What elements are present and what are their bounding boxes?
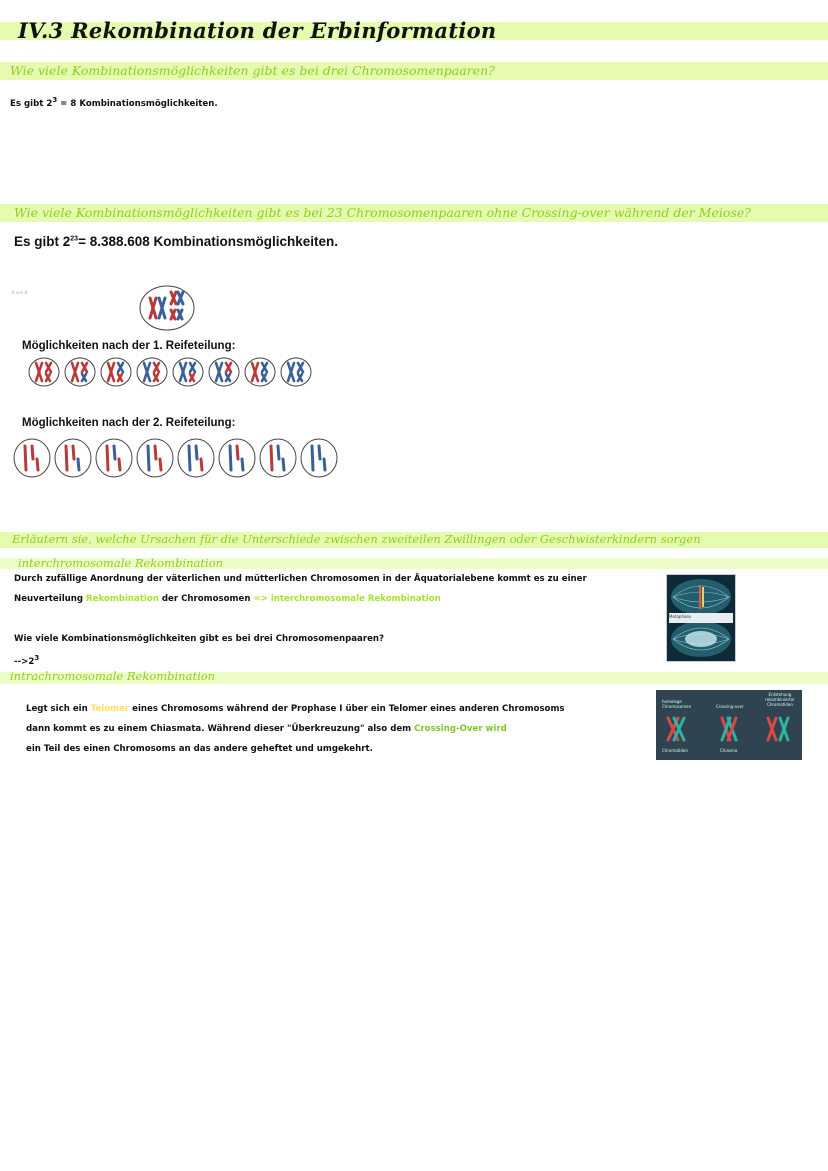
question-2: Wie viele Kombinationsmöglichkeiten gibt es bei 23 Chromosomenpaaren ohne Crossing-over während der Meiose? (14, 205, 751, 220)
first-division-cells (28, 356, 312, 388)
second-division-cells (12, 437, 340, 479)
label-crossing: Crossing-over (716, 704, 744, 709)
inter-answer: $-->2^3$ (14, 654, 40, 667)
question-1: Wie viele Kombinationsmöglichkeiten gibt es bei drei Chromosomenpaaren? (10, 63, 495, 78)
intra-line-3: ein Teil des einen Chromosoms an das andere geheftet und umgekehrt. (26, 744, 373, 754)
intra-line-2: dann kommt es zu einem Chiasmata. Während dieser "Überkreuzung" also dem Crossing-Over wird (26, 724, 507, 734)
inter-question: Wie viele Kombinationsmöglichkeiten gibt es bei drei Chromosomenpaaren? (14, 634, 385, 644)
label-entstehung: Entstehung rekombinierter Chromatiden (765, 692, 795, 707)
intra-heading: intrachromosomale Rekombination (10, 669, 216, 683)
label-chiasma: Chiasma (720, 748, 738, 753)
label-chromatiden: Chromatiden (662, 748, 688, 753)
inter-line-1: Durch zufällige Anordnung der väterlichen und mütterlichen Chromosomen in der Äquatorialebene kommt es zu einer (14, 574, 587, 584)
page-title: IV.3 Rekombination der Erbinformation (18, 18, 497, 43)
intra-line-1: Legt sich ein Telomer eines Chromosoms während der Prophase I über ein Telomer eines anderen Chromosoms (26, 704, 565, 714)
answer-1: Es gibt $2^3 = 8$ Kombinationsmöglichkeiten. (10, 96, 218, 109)
label-homolog: homologe Chromosomen (662, 699, 692, 709)
question-3: Erläutern sie, welche Ursachen für die Unterschiede zwischen zweiteilen Zwillingen oder Geschwisterkindern sorgen (12, 532, 701, 546)
metaphase-image (666, 574, 736, 662)
inter-heading: interchromosomale Rekombination (18, 556, 224, 570)
answer-2: Es gibt $2^{23}= 8.388.608$ Kombinationsmöglichkeiten. (14, 234, 339, 249)
inter-line-2: Neuverteilung Rekombination der Chromosomen => interchromosomale Rekombination (14, 594, 441, 604)
parent-cell-diagram (138, 284, 196, 332)
label-second-division: Möglichkeiten nach der 2. Reifeteilung: (22, 417, 236, 429)
metaphase-label: Metaphase (669, 614, 692, 619)
label-first-division: Möglichkeiten nach der 1. Reifeteilung: (22, 340, 236, 352)
corner-note: 8 von 8 (12, 290, 27, 295)
crossing-over-image (656, 690, 802, 760)
